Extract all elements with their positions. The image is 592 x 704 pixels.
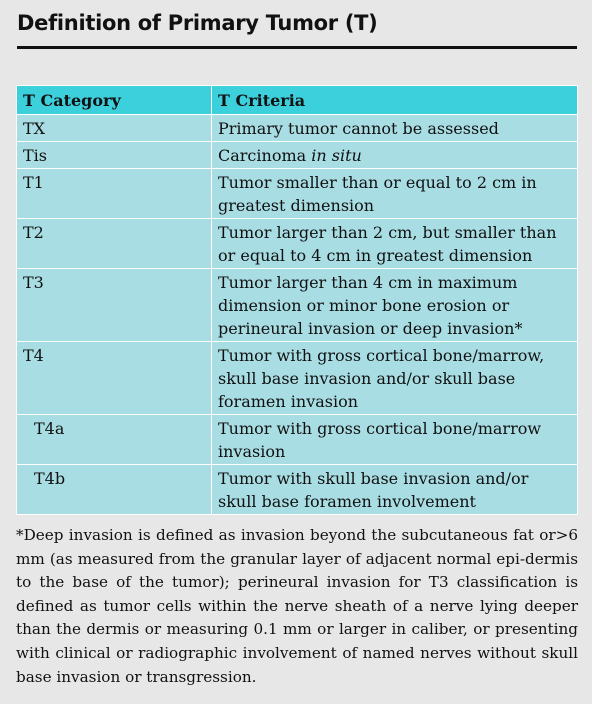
subcategory-cell: T4b [17, 465, 212, 515]
criteria-cell: Tumor with gross cortical bone/marrow invasion [212, 415, 578, 465]
category-cell: T3 [17, 269, 212, 342]
category-cell: T1 [17, 169, 212, 219]
header-t-criteria: T Criteria [212, 86, 578, 115]
criteria-italic-text: in situ [311, 146, 362, 165]
category-cell: T4 [17, 342, 212, 415]
criteria-cell: Tumor larger than 4 cm in maximum dimension or minor bone erosion or perineural invasion or deep invasion* [212, 269, 578, 342]
table-header-row [17, 86, 578, 115]
criteria-cell: Tumor with skull base invasion and/or skull base foramen involvement [212, 465, 578, 515]
criteria-cell: Tumor with gross cortical bone/marrow, skull base invasion and/or skull base foramen invasion [212, 342, 578, 415]
title-underline [17, 46, 577, 49]
table-footnote: *Deep invasion is defined as invasion beyond the subcutaneous fat or>6 mm (as measured from the granular layer of adjacent normal epi-dermis to the base of the tumor); perineural invasion for T3 classification is defined as tumor cells within the nerve sheath of a nerve lying deeper than the dermis or measuring 0.1 mm or larger in caliber, or presenting with clinical or radiographic involvement of named nerves without skull base invasion or transgression. [16, 526, 578, 686]
category-cell: T2 [17, 219, 212, 269]
category-cell: TX [17, 115, 212, 142]
table-row [17, 219, 578, 269]
criteria-cell: Tumor larger than 2 cm, but smaller than or equal to 4 cm in greatest dimension [212, 219, 578, 269]
subcategory-cell: T4a [17, 415, 212, 465]
table-row [17, 269, 578, 342]
criteria-cell: Tumor smaller than or equal to 2 cm in greatest dimension [212, 169, 578, 219]
table-row [17, 465, 578, 515]
criteria-cell [212, 142, 578, 169]
criteria-text: Carcinoma [218, 146, 312, 165]
table-row [17, 342, 578, 415]
table-row [17, 115, 578, 142]
table-row [17, 169, 578, 219]
header-t-category: T Category [17, 86, 212, 115]
category-cell: Tis [17, 142, 212, 169]
table-row [17, 142, 578, 169]
criteria-cell: Primary tumor cannot be assessed [212, 115, 578, 142]
page-title: Definition of Primary Tumor (T) [17, 11, 378, 35]
table-row [17, 415, 578, 465]
t-category-table [16, 85, 578, 515]
